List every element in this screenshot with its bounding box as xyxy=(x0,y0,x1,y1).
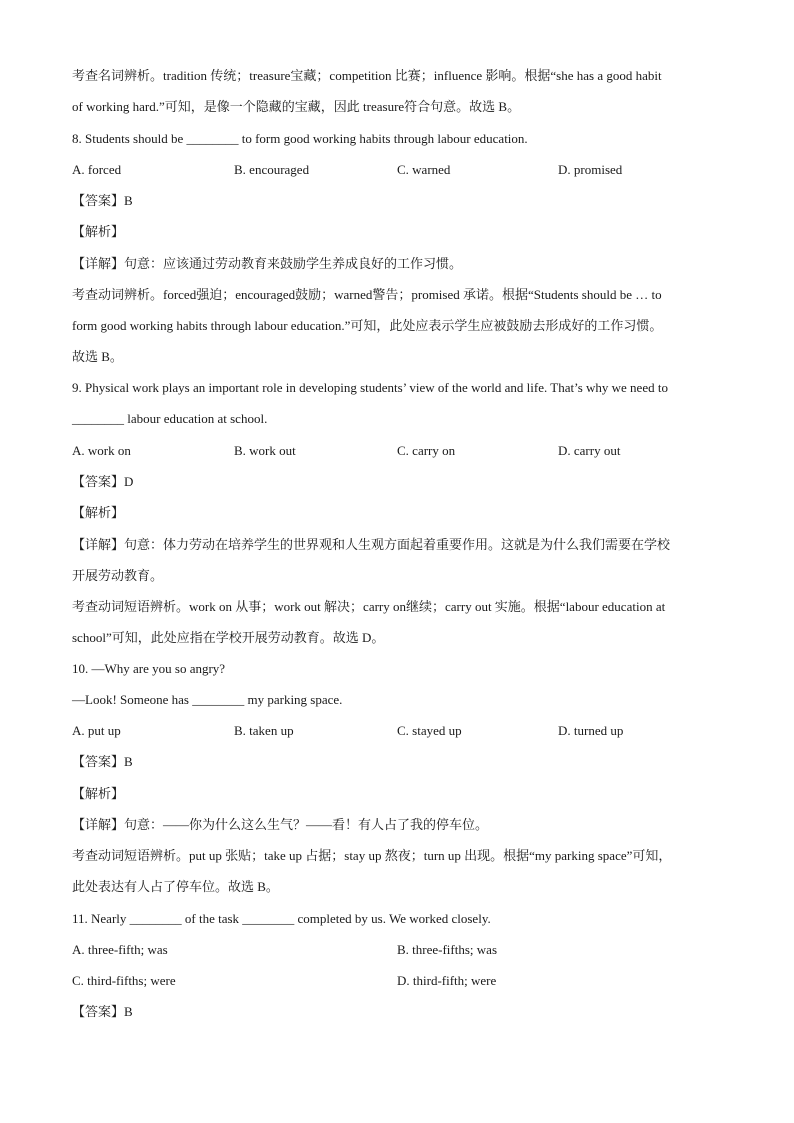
text-line: 考查动词辨析。forced强迫；encouraged鼓励；warned警告；promised 承诺。根据“Students should be … to xyxy=(72,287,662,302)
question-11: 11. Nearly ________ of the task ________ completed by us. We worked closely. xyxy=(72,911,491,926)
option-c: C. third-fifths; were xyxy=(72,973,176,988)
option-a: A. forced xyxy=(72,162,122,177)
option-b: B. three-fifths; was xyxy=(397,942,498,957)
question-9: 9. Physical work plays an important role in developing students’ view of the world and life. That’s why we need to xyxy=(72,380,668,395)
option-a: A. work on xyxy=(72,443,131,458)
text-line: form good working habits through labour education.”可知，此处应表示学生应被鼓励去形成好的工作习惯。 xyxy=(72,318,663,333)
answer-label: 【答案】B xyxy=(72,1004,133,1019)
option-d: D. promised xyxy=(558,162,623,177)
text-line: ________ labour education at school. xyxy=(72,411,268,426)
option-c: C. warned xyxy=(397,162,451,177)
text-line: 此处表达有人占了停车位。故选 B。 xyxy=(72,879,279,894)
answer-label: 【答案】B xyxy=(72,193,133,208)
text-line: 故选 B。 xyxy=(72,349,123,364)
option-b: B. work out xyxy=(234,443,296,458)
text-line: 考查动词短语辨析。work on 从事；work out 解决；carry on继续；carry out 实施。根据“labour education at xyxy=(72,599,666,614)
option-c: C. carry on xyxy=(397,443,456,458)
text-line: school”可知，此处应指在学校开展劳动教育。故选 D。 xyxy=(72,630,385,645)
detail-text: 【详解】句意：——你为什么这么生气？——看！有人占了我的停车位。 xyxy=(72,817,489,832)
text-line: 开展劳动教育。 xyxy=(72,568,164,583)
analysis-label: 【解析】 xyxy=(72,786,125,801)
option-b: B. taken up xyxy=(234,723,294,738)
option-a: A. three-fifth; was xyxy=(72,942,168,957)
option-d: D. turned up xyxy=(558,723,624,738)
option-a: A. put up xyxy=(72,723,121,738)
text-line: of working hard.”可知，是像一个隐藏的宝藏，因此 treasure符合句意。故选 B。 xyxy=(72,99,521,114)
detail-text: 【详解】句意：应该通过劳动教育来鼓励学生养成良好的工作习惯。 xyxy=(72,256,463,271)
detail-text: 【详解】句意：体力劳动在培养学生的世界观和人生观方面起着重要作用。这就是为什么我们需要在学校 xyxy=(72,537,671,552)
text-line: 考查名词辨析。tradition 传统；treasure宝藏；competition 比赛；influence 影响。根据“she has a good habit xyxy=(72,68,662,83)
text-line: 考查动词短语辨析。put up 张贴；take up 占据；stay up 熬夜；turn up 出现。根据“my parking space”可知， xyxy=(72,848,672,863)
option-d: D. carry out xyxy=(558,443,621,458)
answer-label: 【答案】D xyxy=(72,474,134,489)
question-10: 10. —Why are you so angry? xyxy=(72,661,226,676)
option-c: C. stayed up xyxy=(397,723,462,738)
answer-label: 【答案】B xyxy=(72,754,133,769)
question-8: 8. Students should be ________ to form good working habits through labour education. xyxy=(72,131,528,146)
analysis-label: 【解析】 xyxy=(72,505,125,520)
option-d: D. third-fifth; were xyxy=(397,973,497,988)
option-b: B. encouraged xyxy=(234,162,310,177)
text-line: —Look! Someone has ________ my parking space. xyxy=(72,692,343,707)
analysis-label: 【解析】 xyxy=(72,224,125,239)
